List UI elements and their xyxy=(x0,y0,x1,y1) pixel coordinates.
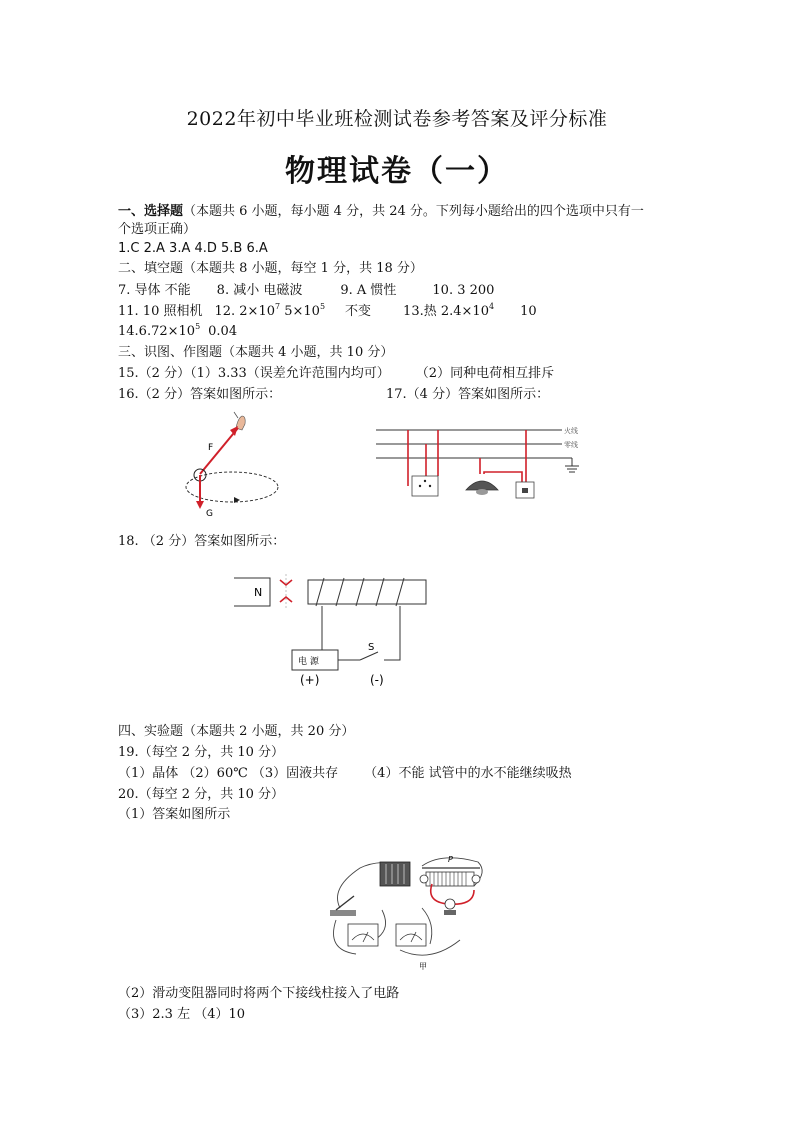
figure-18-plus-label: (+) xyxy=(300,673,320,687)
answer-q15: 15.（2 分）（1）3.33（误差允许范围内均可） （2）同种电荷相互排斥 xyxy=(118,366,555,381)
answer-q19-answers: （1）晶体 （2）60℃ （3）固液共存 （4）不能 试管中的水不能继续吸热 xyxy=(118,766,572,781)
section-1-answers: 1.C 2.A 3.A 4.D 5.B 6.A xyxy=(118,241,268,256)
section-2-title: 二、填空题 xyxy=(118,261,184,276)
section-4-header xyxy=(118,723,354,740)
answer-q20-part3: （3）2.3 左 （4）10 xyxy=(118,1007,246,1022)
section-2-header xyxy=(118,260,423,277)
answer-q10: 10. 3 200 xyxy=(432,283,495,298)
section-3-title: 三、识图、作图题 xyxy=(118,345,223,360)
section-3-note: （本题共 4 小题，共 10 分） xyxy=(222,345,394,360)
answer-q19-label: 19.（每空 2 分，共 10 分） xyxy=(118,745,285,760)
figure-16-label-g: G xyxy=(206,509,213,519)
answer-q17-label: 17.（4 分）答案如图所示： xyxy=(386,387,550,402)
figure-18-source-label: 电 源 xyxy=(298,657,319,667)
answer-q12: 12. $2\times 10^7$ $5\times 10^5$ 不变 xyxy=(214,302,372,319)
figure-20-caption: 甲 xyxy=(419,962,427,971)
figure-17-household-circuit xyxy=(372,420,592,504)
answer-q18-label: 18. （2 分）答案如图所示： xyxy=(118,534,286,549)
section-3-header xyxy=(118,344,393,361)
answer-q20-label: 20.（每空 2 分，共 10 分） xyxy=(118,787,285,802)
figure-18-pole-label: N xyxy=(254,586,263,599)
figure-16-label-f: F xyxy=(208,443,214,453)
answer-row-11-13 xyxy=(118,303,537,320)
section-1-note-cont: 个选项正确） xyxy=(118,222,197,237)
figure-20-experiment-circuit xyxy=(322,848,492,972)
figure-17-live-label: 火线 xyxy=(564,427,578,435)
answer-q11: 11. 10 照相机 xyxy=(118,304,203,319)
figure-18-switch-label: S xyxy=(368,642,375,653)
document-title: 2022年初中毕业班检测试卷参考答案及评分标准 xyxy=(186,108,608,130)
answer-q7: 7. 导体 不能 xyxy=(118,283,191,298)
answer-row-7-10 xyxy=(118,282,494,299)
section-2-note: （本题共 8 小题，每空 1 分，共 18 分） xyxy=(183,261,423,276)
answer-q20-part2: （2）滑动变阻器同时将两个下接线柱接入了电路 xyxy=(118,986,400,1001)
figure-18-minus-label: (-) xyxy=(370,673,384,687)
paper-subtitle: 物理试卷（一） xyxy=(285,154,509,189)
answer-q8: 8. 减小 电磁波 xyxy=(216,283,303,298)
answer-q16-label: 16.（2 分）答案如图所示： xyxy=(118,387,282,402)
section-1-note: （本题共 6 小题，每小题 4 分，共 24 分。下列每小题给出的四个选项中只有一 xyxy=(183,204,644,219)
figure-16-force-diagram xyxy=(180,410,290,520)
answer-q13: 13.热 $2.4\times 10^4$ 10 xyxy=(403,302,537,319)
answer-q14: $14.6.72\times 10^5$ 0.04 xyxy=(118,322,238,339)
section-1-header xyxy=(118,203,644,220)
answer-q20-part1: （1）答案如图所示 xyxy=(118,807,231,822)
figure-17-neutral-label: 零线 xyxy=(564,441,578,449)
answer-q9: 9. A 惯性 xyxy=(340,283,397,298)
section-1-title: 一、选择题 xyxy=(118,204,184,219)
section-4-note: （本题共 2 小题，共 20 分） xyxy=(183,724,355,739)
figure-18-electromagnet xyxy=(232,568,442,688)
figure-20-label-p: P xyxy=(448,855,453,864)
section-4-title: 四、实验题 xyxy=(118,724,184,739)
